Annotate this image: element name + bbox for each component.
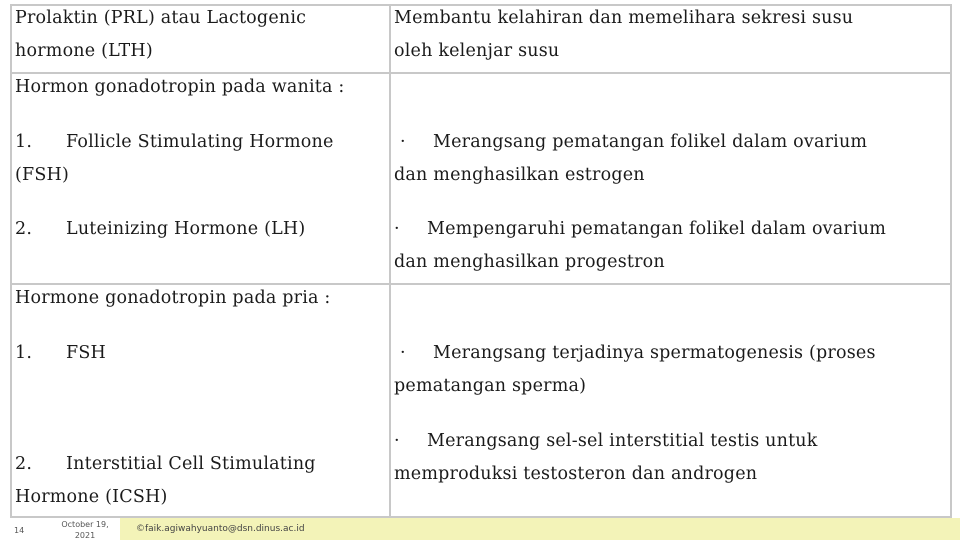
row3-item1-number: 1. bbox=[15, 343, 33, 363]
row3-item1-desc: Merangsang terjadinya spermatogenesis (proses bbox=[433, 343, 876, 363]
row1-left-cell bbox=[10, 4, 391, 74]
slide-date: October 19, 2021 bbox=[61, 520, 109, 540]
row2-left-cell bbox=[10, 72, 391, 285]
row1-left-line2: hormone (LTH) bbox=[15, 41, 153, 61]
row1-right-line2: oleh kelenjar susu bbox=[394, 41, 560, 61]
row2-heading: Hormon gonadotropin pada wanita : bbox=[15, 77, 345, 97]
row2-right-cell bbox=[389, 72, 952, 285]
row1-right-cell bbox=[389, 4, 952, 74]
row3-item2-desc-cont: memproduksi testosteron dan androgen bbox=[394, 464, 758, 484]
row2-item2-label: Luteinizing Hormone (LH) bbox=[66, 219, 306, 239]
row3-left-cell bbox=[10, 283, 391, 518]
row3-item2-number: 2. bbox=[15, 454, 33, 474]
row2-item2-number: 2. bbox=[15, 219, 33, 239]
row2-item2-desc: Mempengaruhi pematangan folikel dalam ovarium bbox=[427, 219, 887, 239]
row3-item1-bullet: · bbox=[400, 343, 406, 363]
row3-item1-label: FSH bbox=[66, 343, 106, 363]
row3-item2-label-cont: Hormone (ICSH) bbox=[15, 487, 168, 507]
row2-item1-label: Follicle Stimulating Hormone bbox=[66, 132, 334, 152]
row2-item1-desc-cont: dan menghasilkan estrogen bbox=[394, 165, 645, 185]
row3-item1-desc-cont: pematangan sperma) bbox=[394, 376, 587, 396]
row3-item2-bullet: · bbox=[394, 431, 400, 451]
footer-bar bbox=[120, 518, 960, 540]
row1-left-line1: Prolaktin (PRL) atau Lactogenic bbox=[15, 8, 307, 28]
row2-item1-desc: Merangsang pematangan folikel dalam ovarium bbox=[433, 132, 868, 152]
slide-number: 14 bbox=[14, 526, 25, 535]
row3-item2-label: Interstitial Cell Stimulating bbox=[66, 454, 316, 474]
row2-item2-bullet: · bbox=[394, 219, 400, 239]
row3-heading: Hormone gonadotropin pada pria : bbox=[15, 288, 331, 308]
footer-left-panel bbox=[0, 518, 120, 540]
row3-right-cell bbox=[389, 283, 952, 518]
footer-email: ©faik.agiwahyuanto@dsn.dinus.ac.id bbox=[136, 524, 305, 534]
hormone-table bbox=[10, 4, 952, 518]
row3-item2-desc: Merangsang sel-sel interstitial testis untuk bbox=[427, 431, 818, 451]
row2-item1-label-cont: (FSH) bbox=[15, 165, 70, 185]
row1-right-line1: Membantu kelahiran dan memelihara sekresi susu bbox=[394, 8, 854, 28]
row2-item1-bullet: · bbox=[400, 132, 406, 152]
row2-item2-desc-cont: dan menghasilkan progestron bbox=[394, 252, 665, 272]
slide-footer bbox=[0, 518, 960, 540]
row2-item1-number: 1. bbox=[15, 132, 33, 152]
